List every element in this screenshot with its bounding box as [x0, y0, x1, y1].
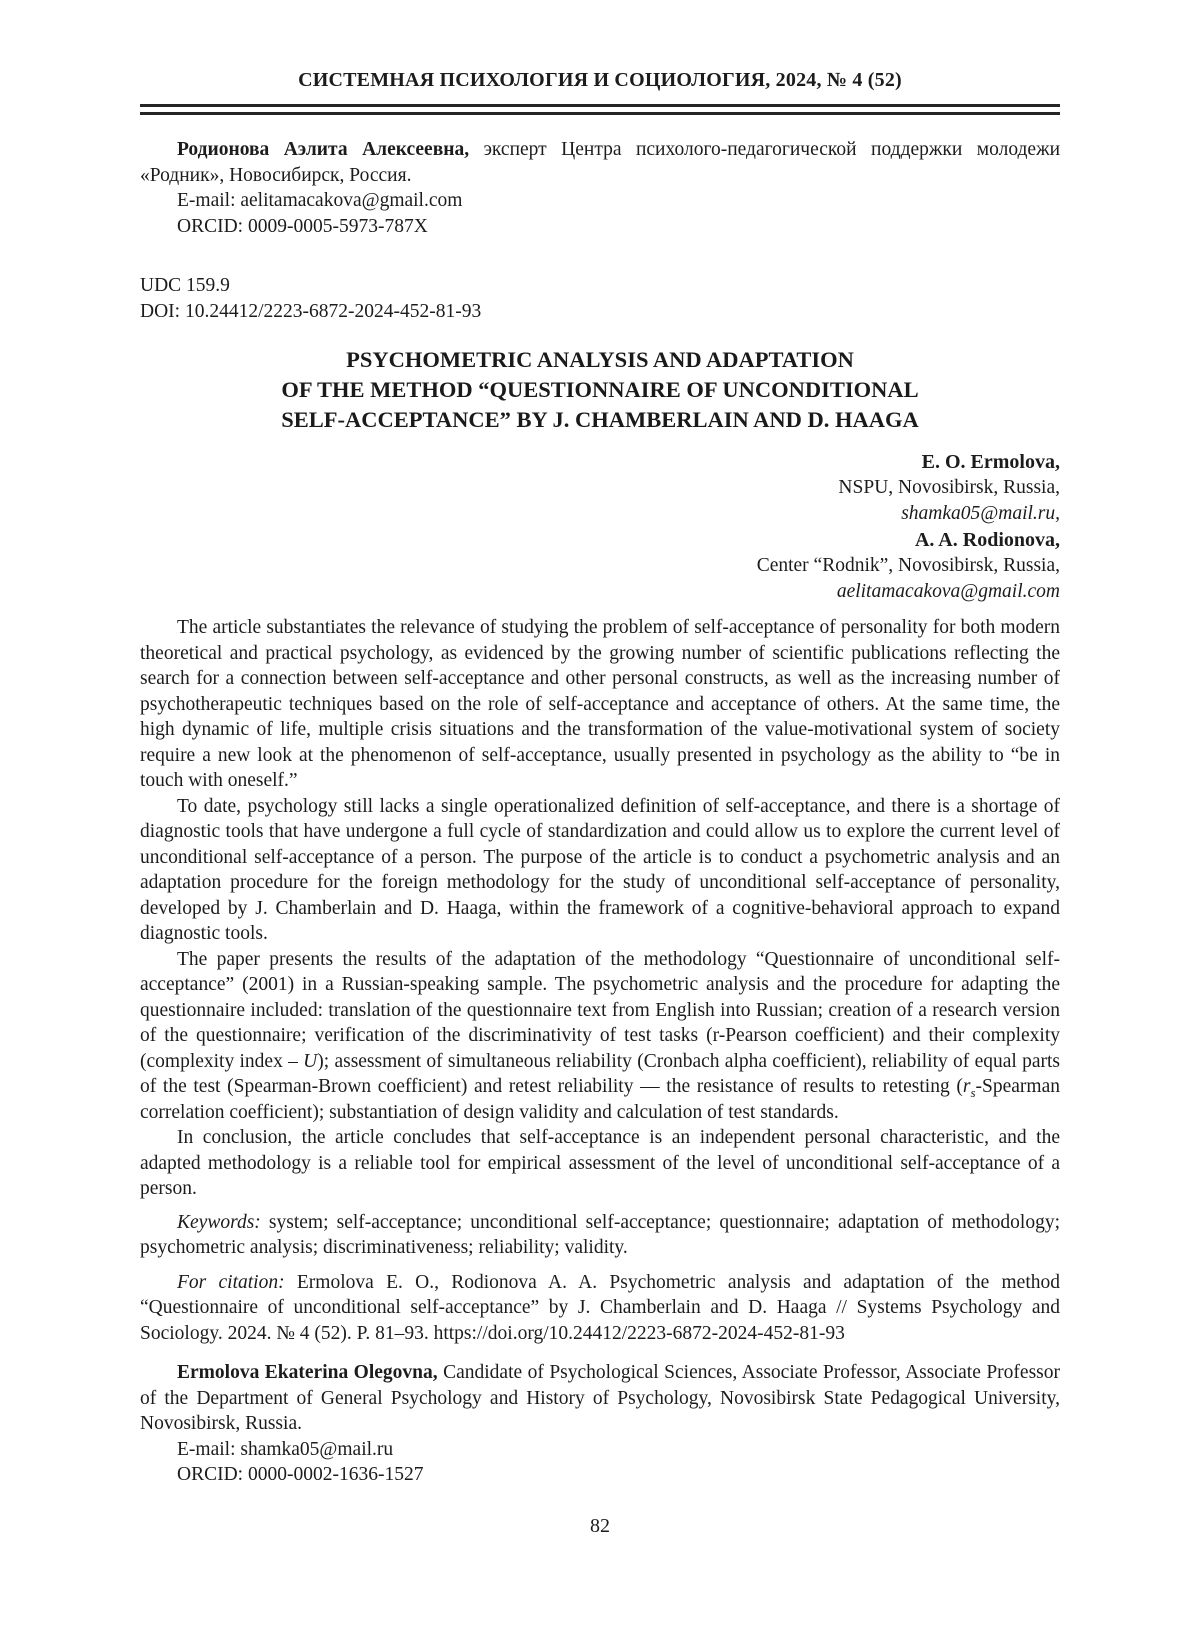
author-affiliation-1: NSPU, Novosibirsk, Russia, [838, 477, 1060, 498]
article-meta [140, 273, 1060, 325]
complexity-index-u-symbol: U [303, 1050, 318, 1072]
contributor-name-ru: Родионова Аэлита Алексеевна, [177, 139, 470, 160]
author-email-2: aelitamacakova@gmail.com [836, 581, 1060, 602]
bio-email: E-mail: shamka05@mail.ru [177, 1438, 394, 1460]
keywords-label: Keywords: [177, 1211, 261, 1233]
spearman-s-subscript: s [970, 1084, 976, 1100]
article-title-line-1: PSYCHOMETRIC ANALYSIS AND ADAPTATION [346, 347, 854, 372]
author-name-1: E. O. Ermolova, [921, 451, 1060, 473]
abstract-paragraph-3 [140, 947, 1060, 1126]
page-number: 82 [590, 1514, 610, 1537]
abstract-paragraph-3-text-b: ); assessment of simultaneous reliability (Cronbach alpha coefficient), reliability of equal parts of the test (Spearman-Brown coefficient) and retest reliability — the resistance of results to retesting ( [140, 1050, 1060, 1097]
abstract-paragraph-4: In conclusion, the article concludes that self-acceptance is an independent personal characteristic, and the adapted methodology is a reliable tool for empirical assessment of the level of unconditional self-acceptance of a person. [140, 1127, 1060, 1199]
citation-label: For citation: [177, 1271, 285, 1293]
author-name-2: A. A. Rodionova, [914, 529, 1060, 551]
abstract-paragraph-3-text-c: -Spearman correlation coefficient); substantiation of design validity and calculation of test standards. [140, 1076, 1060, 1123]
journal-header-title: СИСТЕМНАЯ ПСИХОЛОГИЯ И СОЦИОЛОГИЯ, 2024, № 4 (52) [298, 69, 902, 91]
header-double-rule [140, 104, 1060, 115]
author-email-1: shamka05@mail.ru, [901, 503, 1060, 524]
citation-text: Ermolova E. O., Rodionova A. A. Psychometric analysis and adaptation of the method “Questionnaire of unconditional self-acceptance” by J. Chamberlain and D. Haaga // Systems Psychology and Sociology. 2024. № 4 (52). P. 81–93. https://doi.org/10.24412/2223-6872-2024-452-81-93 [140, 1271, 1060, 1344]
bio-paragraph [140, 1360, 1060, 1437]
abstract-paragraph-3-text-a: The paper presents the results of the adaptation of the methodology “Questionnaire of unconditional self-acceptance” (2001) in a Russian-speaking sample. The psychometric analysis and the procedure for adapting the questionnaire included: translation of the questionnaire text from English into Russian; creation of a research version of the questionnaire; verification of the discriminativity of test tasks (r-Pearson coefficient) and their complexity (complexity index – [140, 948, 1060, 1072]
contributor-orcid-ru: ORCID: 0009-0005-5973-787X [177, 215, 428, 237]
article-title [140, 345, 1060, 435]
keywords-paragraph [140, 1210, 1060, 1261]
authors-block [140, 449, 1060, 605]
bio-text: Candidate of Psychological Sciences, Associate Professor, Associate Professor of the Department of General Psychology and History of Psychology, Novosibirsk State Pedagogical University, Novosibirsk, Russia. [140, 1362, 1060, 1434]
contributor-email-ru: E-mail: aelitamacakova@gmail.com [177, 190, 463, 211]
citation-paragraph [140, 1270, 1060, 1347]
abstract-paragraph-2: To date, psychology still lacks a single operationalized definition of self-acceptance, and there is a shortage of diagnostic tools that have undergone a full cycle of standardization and could allow us to explore the current level of unconditional self-acceptance of a person. The purpose of the article is to conduct a psychometric analysis and an adaptation procedure for the foreign methodology for the study of unconditional self-acceptance of personality, developed by J. Chamberlain and D. Haaga, within the framework of a cognitive-behavioral approach to expand diagnostic tools. [140, 795, 1060, 944]
keywords-text: system; self-acceptance; unconditional self-acceptance; questionnaire; adaptation of methodology; psychometric analysis; discriminativeness; reliability; validity. [140, 1211, 1060, 1258]
bio-orcid: ORCID: 0000-0002-1636-1527 [177, 1464, 424, 1485]
abstract-paragraph-1: The article substantiates the relevance of studying the problem of self-acceptance of personality for both modern theoretical and practical psychology, as evidenced by the growing number of scientific publications reflecting the search for a connection between self-acceptance and other personal constructs, as well as the increasing number of psychotherapeutic techniques based on the role of self-acceptance and acceptance of others. At the same time, the high dynamic of life, multiple crisis situations and the transformation of the value-motivational system of society require a new look at the phenomenon of self-acceptance, usually presented in psychology as the ability to “be in touch with oneself.” [140, 617, 1060, 791]
spearman-r-symbol: r [962, 1076, 971, 1097]
contributor-note-ru [140, 137, 1060, 188]
doi-code: DOI: 10.24412/2223-6872-2024-452-81-93 [140, 301, 482, 322]
article-title-line-3: SELF-ACCEPTANCE” BY J. CHAMBERLAIN AND D. HAAGA [281, 407, 919, 432]
author-affiliation-2: Center “Rodnik”, Novosibirsk, Russia, [756, 555, 1060, 576]
udc-code: UDC 159.9 [140, 275, 230, 296]
article-title-line-2: OF THE METHOD “QUESTIONNAIRE OF UNCONDITIONAL [281, 377, 919, 402]
abstract-block [140, 615, 1060, 1202]
contributor-affiliation-ru: эксперт Центра психолого-педагогической поддержки молодежи «Родник», Новосибирск, Россия. [140, 139, 1060, 186]
bio-name: Ermolova Ekaterina Olegovna, [177, 1362, 438, 1383]
